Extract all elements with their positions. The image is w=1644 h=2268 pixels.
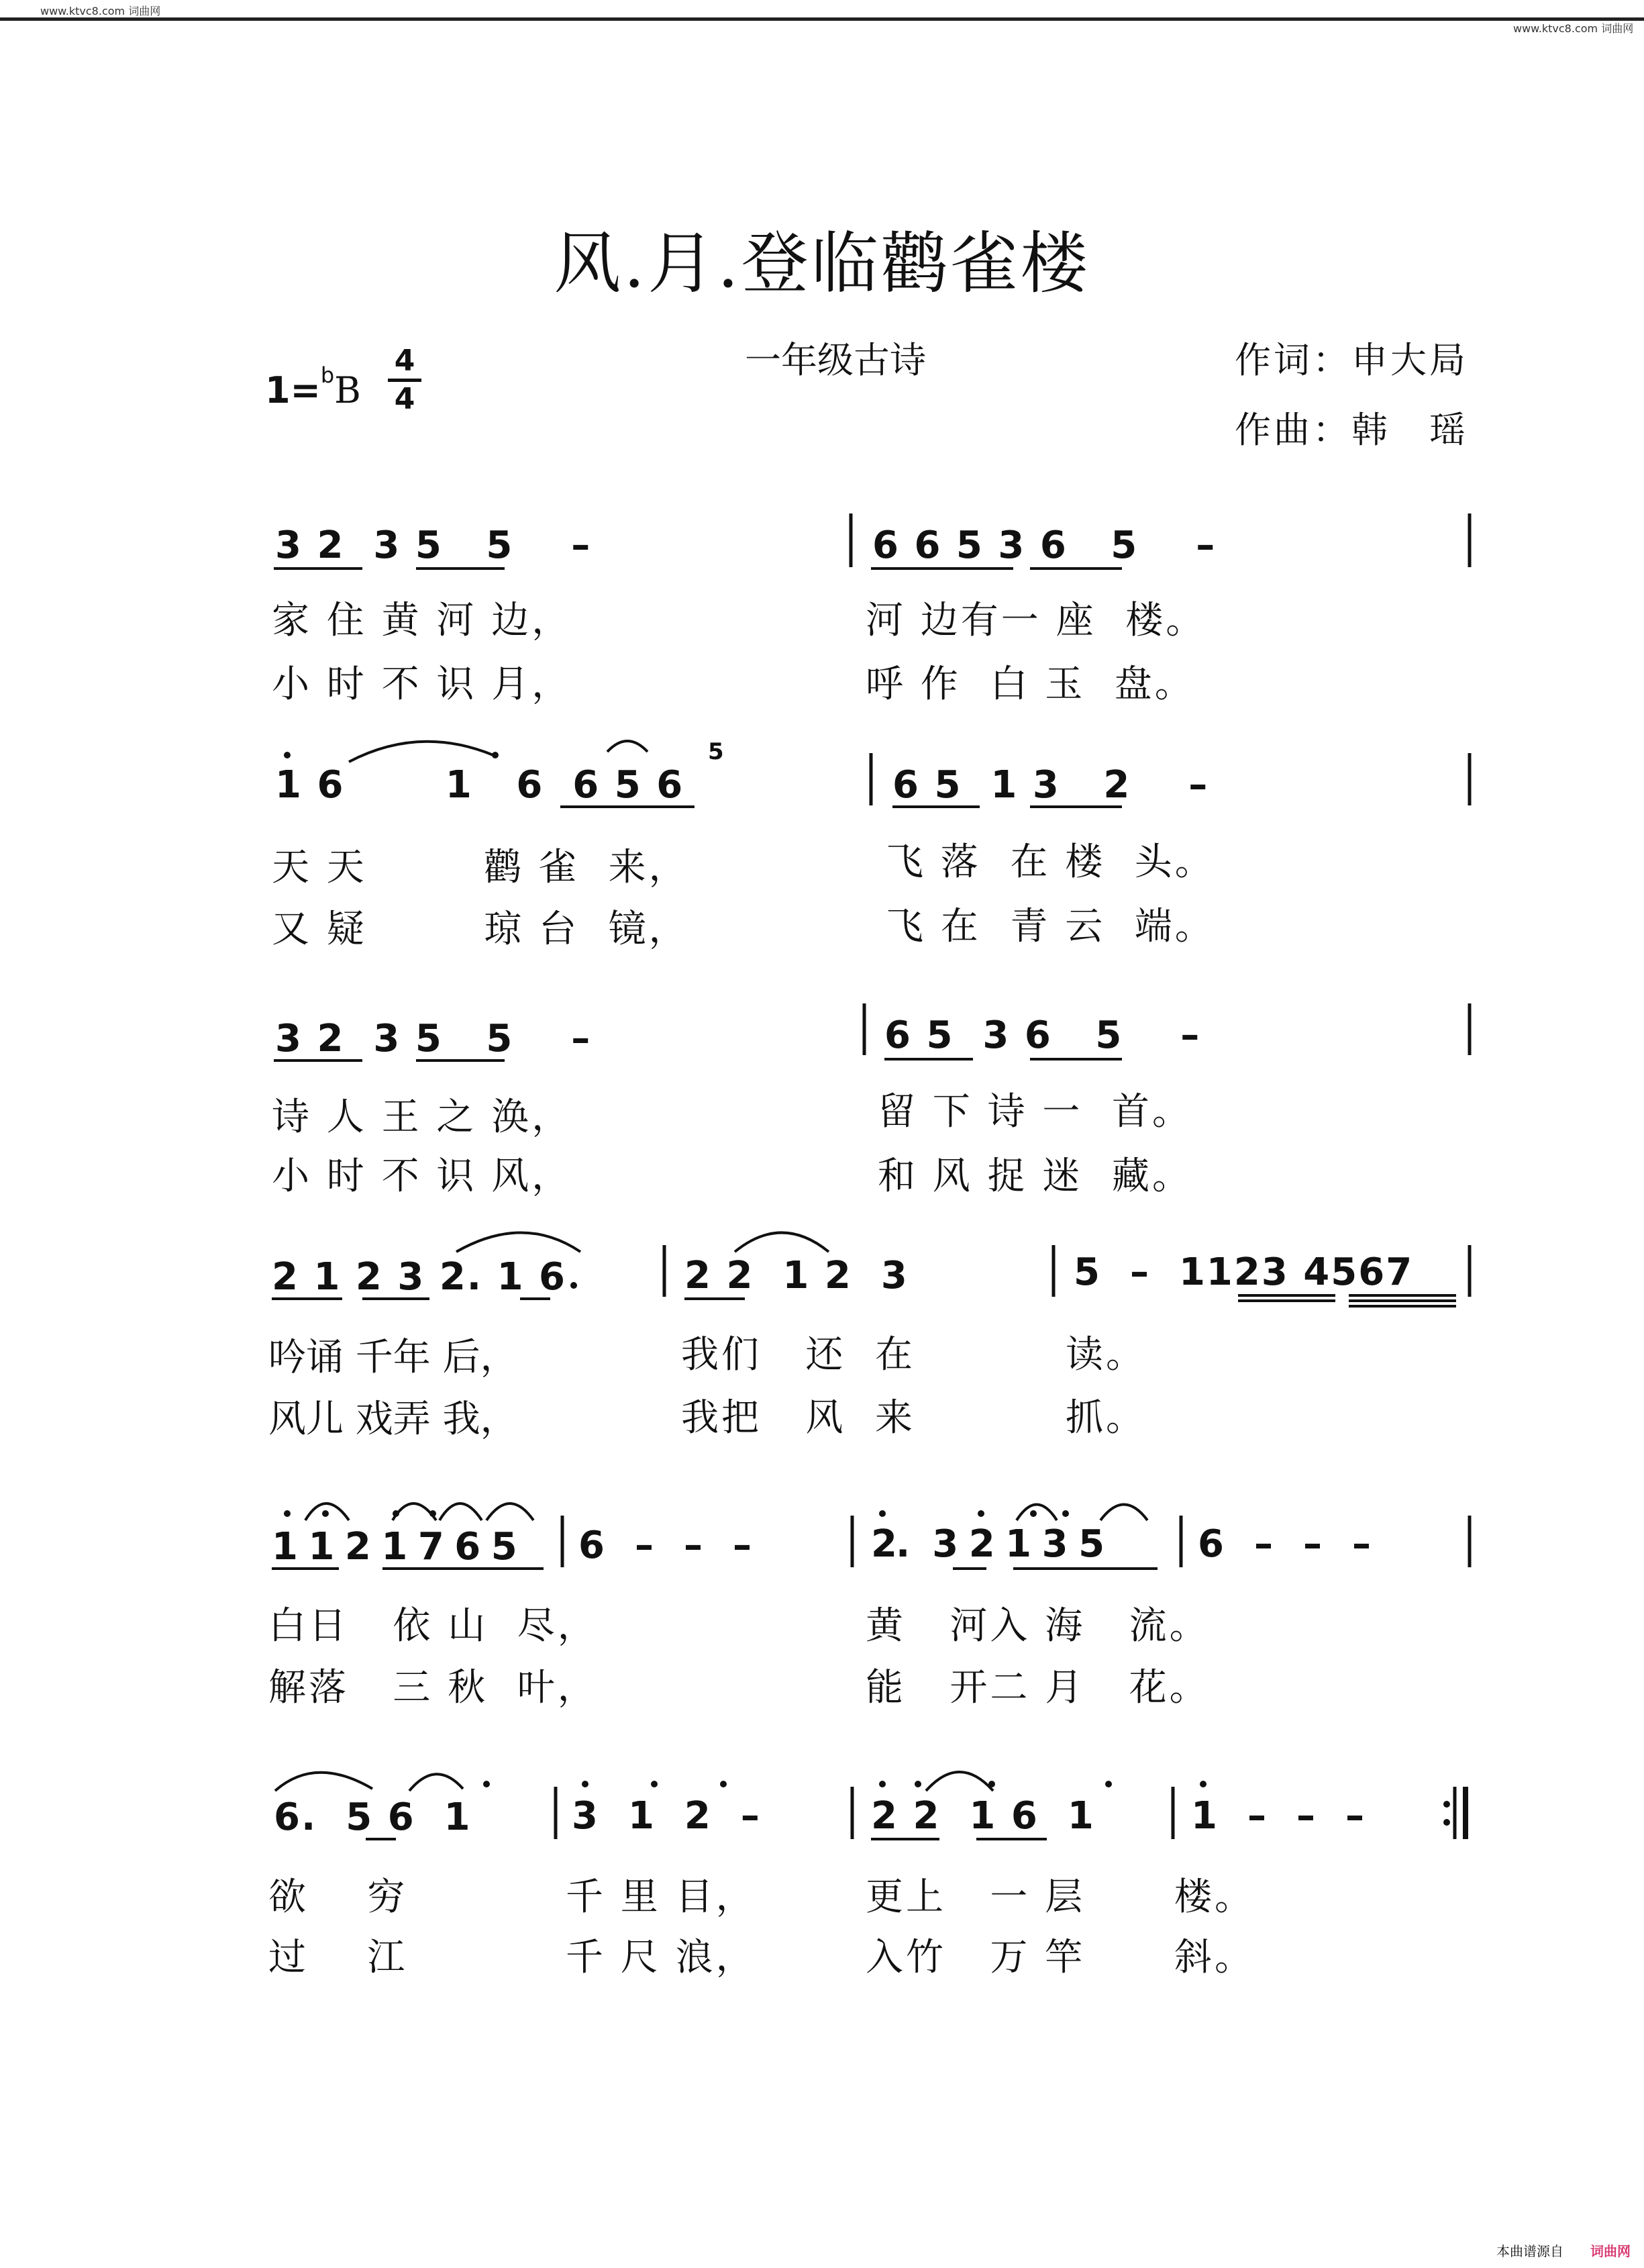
octave-dot	[284, 752, 291, 758]
measure-6-1: 6. 5 6 1	[274, 1795, 472, 1839]
song-subtitle: 一年级古诗	[745, 339, 926, 381]
measure-6-2: 3 1 2 –	[572, 1794, 761, 1838]
slur	[440, 1503, 482, 1520]
slur	[275, 1773, 372, 1791]
footer-source: 本曲谱源自	[1496, 2243, 1563, 2259]
measure-2-2: 6 5 1 3 2 –	[892, 763, 1209, 807]
site-watermark-right: www.ktvc8.com 词曲网	[1513, 22, 1634, 35]
octave-dot	[651, 1781, 658, 1787]
octave-dot	[1062, 1510, 1069, 1517]
measure-1-2: 6 6 5 3 6 5 –	[872, 524, 1217, 567]
measure-5-4: 6 – – –	[1198, 1522, 1372, 1566]
slur	[456, 1233, 580, 1252]
measure-3-2: 6 5 3 6 5 –	[884, 1014, 1201, 1057]
octave-dot	[879, 1510, 886, 1517]
slur	[1017, 1505, 1057, 1521]
lyric-2-v2-b: 飞 在 青 云 端。	[886, 905, 1215, 948]
octave-dot	[570, 1282, 577, 1289]
octave-dot	[978, 1510, 984, 1517]
octave-dot	[1030, 1510, 1037, 1517]
measure-4-1: 2 1 2 3 2. 1 6	[272, 1255, 567, 1299]
octave-dot	[1200, 1781, 1206, 1787]
slur	[486, 1503, 533, 1520]
slur	[393, 1503, 436, 1520]
key-prefix: 1=	[265, 369, 321, 411]
octave-dot	[879, 1781, 886, 1787]
lyric-2-v1-b: 飞 落 在 楼 头。	[886, 840, 1215, 884]
octave-dot	[284, 1510, 291, 1517]
lyric-6-v2-a: 过 江	[268, 1936, 408, 1979]
octave-dot	[429, 1510, 436, 1517]
repeat-dot	[1443, 1819, 1450, 1826]
lyric-1-v2-b: 呼 作 白 玉 盘。	[866, 662, 1195, 706]
slur	[1100, 1505, 1147, 1521]
grace-note: 5	[708, 738, 725, 765]
lyric-4-v2-a: 风儿 戏弄 我，	[268, 1397, 518, 1441]
lyric-4-v1-a: 吟诵 千年 后，	[268, 1336, 518, 1379]
song-title: 风.月.登临鹳雀楼	[554, 224, 1090, 303]
lyric-3-v2-b: 和 风 捉 迷 藏。	[878, 1154, 1193, 1198]
octave-dot	[393, 1510, 399, 1517]
site-watermark-left: www.ktvc8.com 词曲网	[40, 5, 161, 17]
key-note: B	[334, 369, 361, 411]
time-bottom: 4	[394, 382, 415, 416]
slur	[926, 1772, 993, 1791]
key-flat: b	[320, 362, 335, 388]
lyric-4-v1-b: 我们 还 在	[681, 1333, 916, 1377]
octave-dot	[988, 1781, 995, 1787]
measure-6-4: 1 – – –	[1191, 1794, 1366, 1838]
octave-dot	[582, 1781, 588, 1787]
lyric-3-v1-a: 诗 人 王 之 涣，	[272, 1095, 572, 1139]
lyric-6-v1-d: 楼。	[1174, 1875, 1255, 1919]
lyric-3-v1-b: 留 下 诗 一 首。	[878, 1090, 1193, 1134]
lyric-5-v2-b: 能 开二 月 花。	[866, 1666, 1210, 1710]
lyric-6-v1-b: 千 里 目，	[566, 1875, 756, 1919]
measure-5-3: 2. 3 2 1 3 5	[871, 1522, 1104, 1566]
lyric-5-v1-a: 白日 依 山 尽，	[268, 1604, 598, 1648]
measure-2-1: 1 6 1 6 6 5 6	[275, 763, 684, 807]
octave-dot	[1105, 1781, 1112, 1787]
lyric-6-v1-c: 更上 一 层	[866, 1875, 1086, 1919]
lyric-3-v2-a: 小 时 不 识 风，	[272, 1154, 572, 1198]
octave-dot	[720, 1781, 727, 1787]
measure-4-2: 2 2 1 2 3	[684, 1254, 909, 1297]
octave-dot	[483, 1781, 490, 1787]
composer-credit: 作曲：韩 瑶	[1235, 409, 1468, 451]
lyric-6-v1-a: 欲 穷	[268, 1875, 408, 1919]
slur	[735, 1233, 829, 1252]
footer-site-logo: 词曲网	[1590, 2243, 1631, 2259]
lyric-6-v2-c: 入竹 万 竿	[866, 1936, 1086, 1979]
lyric-4-v1-c: 读。	[1066, 1333, 1146, 1377]
lyric-6-v2-b: 千 尺 浪，	[566, 1936, 756, 1979]
lyric-1-v1-a: 家 住 黄 河 边，	[272, 599, 572, 642]
measure-6-3: 2 2 1 6 1	[871, 1794, 1095, 1838]
octave-dot	[915, 1781, 921, 1787]
lyric-2-v2-a: 又 疑 琼 台 镜，	[272, 907, 689, 951]
lyric-4-v2-b: 我把 风 来	[681, 1396, 916, 1440]
measure-3-1: 3 2 3 5 5 –	[275, 1017, 592, 1061]
lyricist-credit: 作词：申大局	[1235, 339, 1468, 381]
time-top: 4	[388, 344, 421, 382]
measure-5-2: 6 – – –	[578, 1524, 753, 1567]
slur	[607, 741, 648, 752]
octave-dot	[492, 752, 499, 758]
lyric-1-v2-a: 小 时 不 识 月，	[272, 662, 572, 706]
slur	[349, 742, 493, 762]
lyric-4-v2-c: 抓。	[1066, 1396, 1146, 1440]
measure-4-3: 5 – 1123 4567	[1074, 1250, 1414, 1294]
octave-dot	[322, 1510, 329, 1517]
slur	[409, 1774, 463, 1791]
lyric-5-v2-a: 解落 三 秋 叶，	[268, 1666, 598, 1710]
repeat-dot	[1443, 1801, 1450, 1808]
lyric-6-v2-d: 斜。	[1174, 1936, 1255, 1979]
lyric-1-v1-b: 河 边有一 座 楼。	[866, 599, 1206, 642]
measure-5-1: 1 1 2 1 7 6 5	[272, 1525, 516, 1569]
lyric-5-v1-b: 黄 河入 海 流。	[866, 1604, 1210, 1648]
lyric-2-v1-a: 天 天 鹳 雀 来，	[272, 846, 689, 889]
measure-1-1: 3 2 3 5 5 –	[275, 524, 592, 567]
